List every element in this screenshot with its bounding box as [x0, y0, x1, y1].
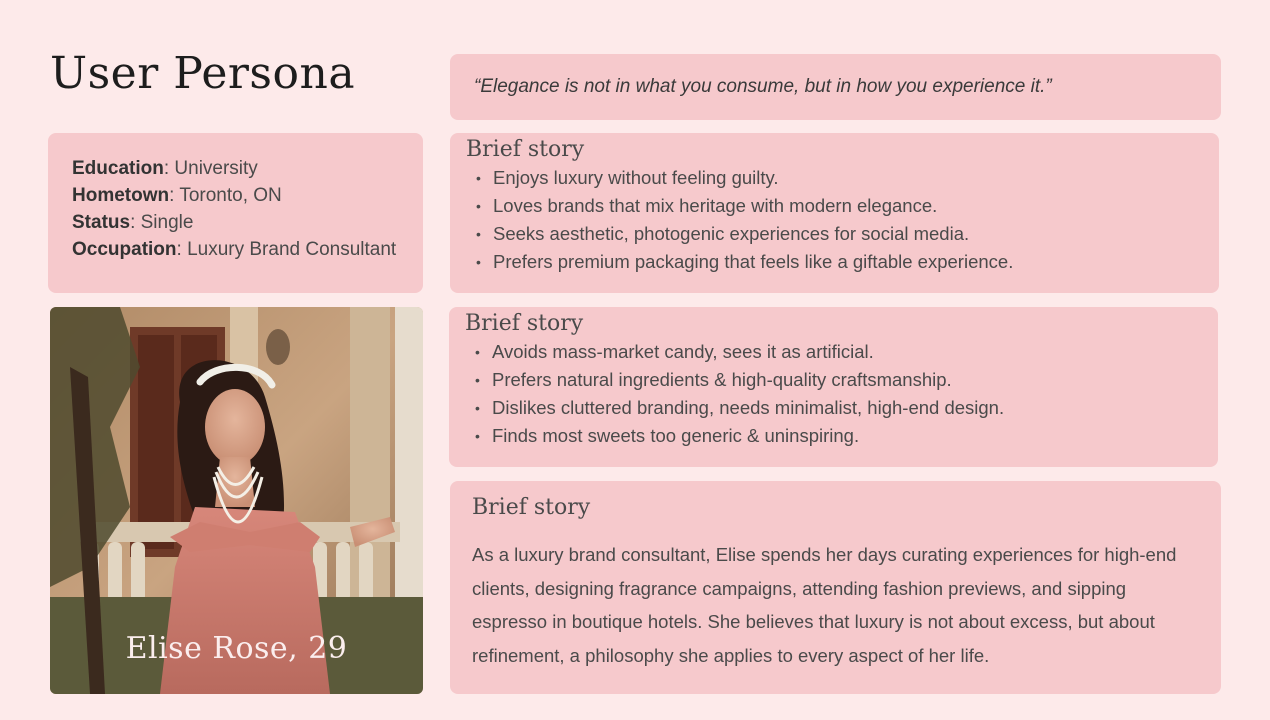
story-list-2: [465, 338, 1202, 450]
story-card-3: [450, 481, 1221, 694]
info-education-label: Education: [72, 158, 164, 179]
info-status: [72, 209, 399, 236]
story-item: • Avoids mass-market candy, sees it as artificial.: [475, 338, 1202, 366]
story-item: • Prefers premium packaging that feels like a giftable experience.: [476, 248, 1203, 276]
info-hometown-value: : Toronto, ON: [169, 185, 282, 206]
story-item: • Finds most sweets too generic & uninspiring.: [475, 422, 1202, 450]
story-item: • Seeks aesthetic, photogenic experiences for social media.: [476, 220, 1203, 248]
info-occupation-label: Occupation: [72, 239, 177, 260]
story-title-1: Brief story: [466, 137, 585, 162]
info-card: [48, 133, 423, 293]
info-status-value: : Single: [130, 212, 194, 233]
story-card-1: [450, 133, 1219, 293]
page-title: User Persona: [50, 48, 356, 99]
story-title-2: Brief story: [465, 311, 584, 336]
persona-photo: [50, 307, 423, 694]
story-item: • Enjoys luxury without feeling guilty.: [476, 164, 1203, 192]
quote-text: “Elegance is not in what you consume, but in how you experience it.”: [474, 76, 1052, 97]
info-occupation: [72, 236, 399, 263]
persona-name-age: Elise Rose, 29: [125, 631, 348, 666]
story-paragraph: As a luxury brand consultant, Elise spends her days curating experiences for high-end clients, designing fragrance campaigns, attending fashion previews, and sipping espresso in boutique hotels. She believes that luxury is not about excess, but about refinement, a philosophy she applies to every aspect of her life.: [472, 544, 1177, 666]
story-card-2: [449, 307, 1218, 467]
info-hometown: [72, 182, 399, 209]
story-item: • Prefers natural ingredients & high-quality craftsmanship.: [475, 366, 1202, 394]
story-list-1: [466, 164, 1203, 276]
info-status-label: Status: [72, 212, 131, 233]
info-occupation-value: : Luxury Brand Consultant: [176, 239, 397, 260]
story-item: • Loves brands that mix heritage with modern elegance.: [476, 192, 1203, 220]
story-title-3: Brief story: [472, 495, 591, 520]
info-education: [72, 155, 399, 182]
info-education-value: : University: [163, 158, 258, 179]
story-item: • Dislikes cluttered branding, needs minimalist, high-end design.: [475, 394, 1202, 422]
quote-card: [450, 54, 1221, 120]
info-hometown-label: Hometown: [72, 185, 170, 206]
